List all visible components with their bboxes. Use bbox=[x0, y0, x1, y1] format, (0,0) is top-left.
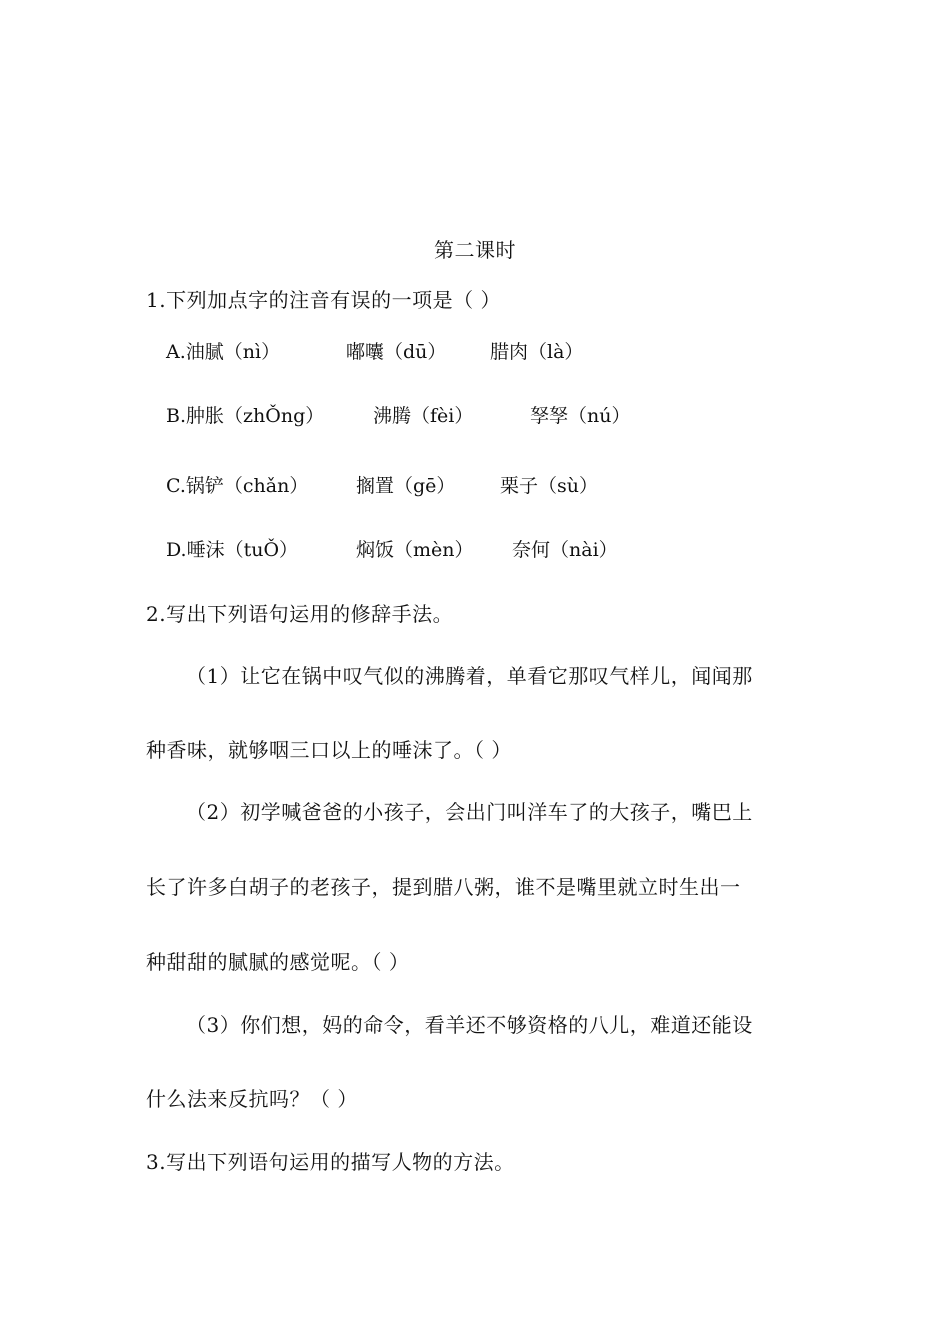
question-1-stem: 1.下列加点字的注音有误的一项是（ ） bbox=[146, 288, 501, 312]
option-d-item-1: D.唾沫（tuǑ） bbox=[166, 539, 299, 561]
question-3-stem: 3.写出下列语句运用的描写人物的方法。 bbox=[146, 1150, 515, 1174]
option-a-item-2: 嘟囔（dū） bbox=[346, 341, 447, 363]
question-2-line: 种香味，就够咽三口以上的唾沫了。（ ） bbox=[146, 738, 512, 762]
option-c-item-3: 栗子（sù） bbox=[500, 475, 598, 497]
question-2-stem: 2.写出下列语句运用的修辞手法。 bbox=[146, 602, 454, 626]
option-d-item-2: 焖饭（mèn） bbox=[356, 539, 474, 561]
question-2-line: 什么法来反抗吗？（ ） bbox=[146, 1087, 358, 1111]
question-2-line: 种甜甜的腻腻的感觉呢。（ ） bbox=[146, 950, 410, 974]
option-b-item-2: 沸腾（fèi） bbox=[373, 405, 474, 427]
question-2-line: 长了许多白胡子的老孩子，提到腊八粥，谁不是嘴里就立时生出一 bbox=[146, 875, 741, 899]
option-b-item-1: B.肿胀（zhǑng） bbox=[166, 405, 325, 427]
option-b-item-3: 孥孥（nú） bbox=[530, 405, 631, 427]
option-c-item-2: 搁置（gē） bbox=[356, 475, 456, 497]
option-c-item-1: C.锅铲（chǎn） bbox=[166, 475, 309, 497]
option-a-item-1: A.油腻（nì） bbox=[166, 341, 281, 363]
question-2-line: （2）初学喊爸爸的小孩子，会出门叫洋车了的大孩子，嘴巴上 bbox=[186, 800, 753, 824]
option-a-item-3: 腊肉（là） bbox=[490, 341, 584, 363]
question-2-line: （3）你们想，妈的命令，看羊还不够资格的八儿，难道还能设 bbox=[186, 1013, 753, 1037]
option-d-item-3: 奈何（nài） bbox=[512, 539, 618, 561]
question-2-line: （1）让它在锅中叹气似的沸腾着，单看它那叹气样儿，闻闻那 bbox=[186, 664, 753, 688]
page-title: 第二课时 bbox=[434, 238, 516, 262]
